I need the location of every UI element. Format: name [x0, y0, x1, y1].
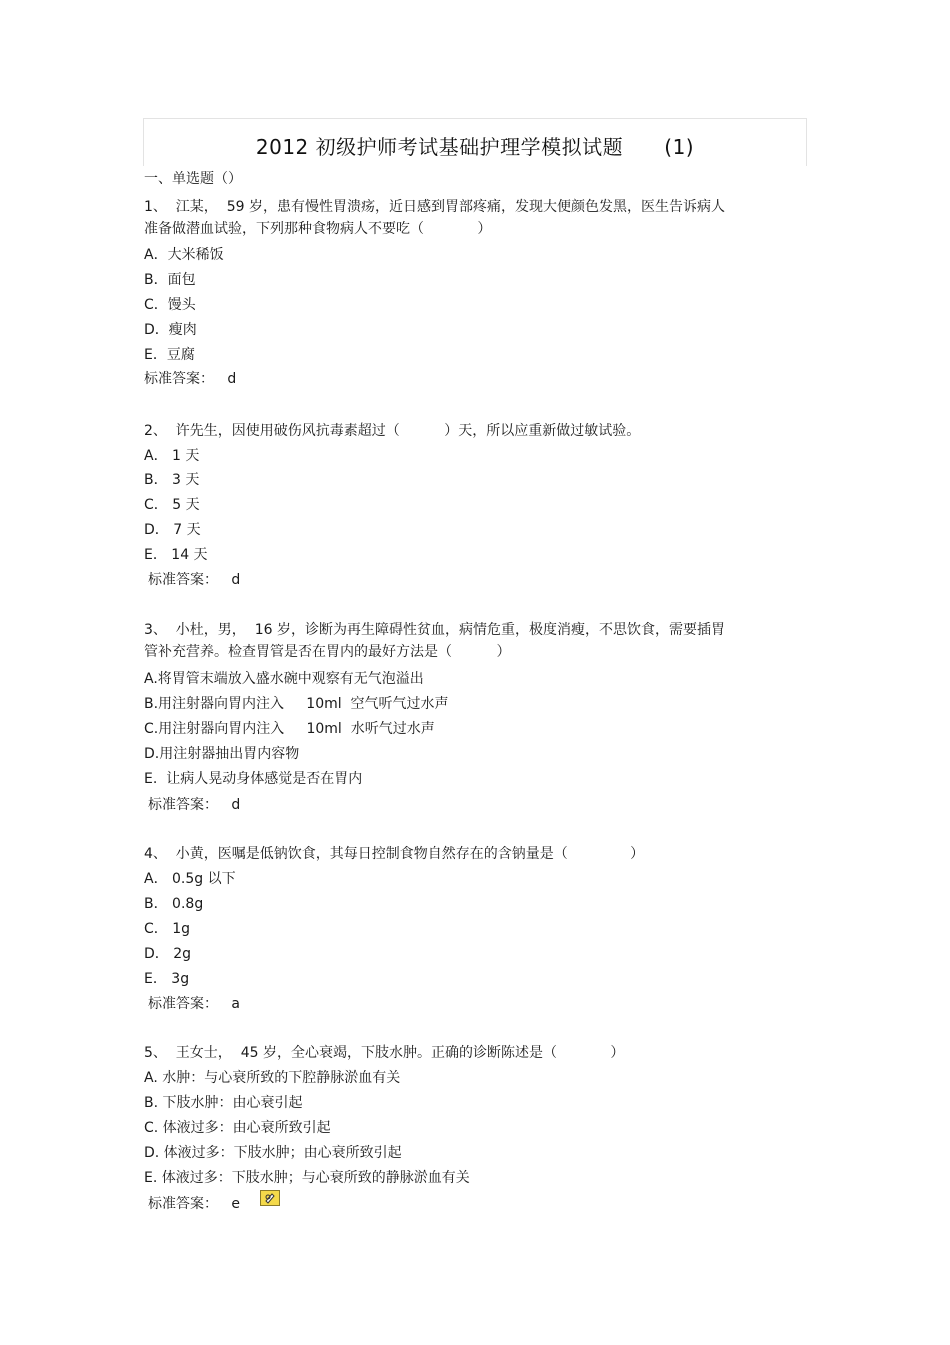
question-1-stem-line-1: 1、 江某， 59 岁，患有慢性胃溃疡，近日感到胃部疼痛，发现大便颜色发黑，医生告诉病人 [144, 199, 725, 215]
question-3-stem-line-1: 3、 小杜，男， 16 岁，诊断为再生障碍性贫血，病情危重，极度消瘦，不思饮食，需要插胃 [144, 622, 725, 638]
question-5-option-e: E. 体液过多：下肢水肿；与心衰所致的静脉淤血有关 [144, 1170, 470, 1186]
question-3-option-b: B.用注射器向胃内注入 10ml 空气听气过水声 [144, 696, 449, 712]
question-2-option-b: B． 3 天 [144, 472, 200, 488]
section-heading: 一、单选题（） [144, 171, 242, 187]
question-2-option-a: A． 1 天 [144, 448, 200, 464]
question-5-option-b: B. 下肢水肿：由心衰引起 [144, 1095, 303, 1111]
question-4-stem: 4、 小黄，医嘱是低钠饮食，其每日控制食物自然存在的含钠量是（ ） [144, 846, 645, 862]
question-1-option-a: A．大米稀饭 [144, 247, 224, 263]
question-5-option-c: C. 体液过多：由心衰所致引起 [144, 1120, 331, 1136]
question-2-option-e: E． 14 天 [144, 547, 208, 563]
question-1-option-e: E．豆腐 [144, 347, 195, 363]
question-1-option-d: D．瘦肉 [144, 322, 197, 338]
document-title: 2012 初级护师考试基础护理学模拟试题 (1) [255, 135, 695, 159]
question-3-option-e: E. 让病人晃动身体感觉是否在胃内 [144, 771, 363, 787]
question-5-stem: 5、 王女士， 45 岁，全心衰竭，下肢水肿。正确的诊断陈述是（ ） [144, 1045, 625, 1061]
question-1-option-b: B．面包 [144, 272, 196, 288]
question-3-option-a: A.将胃管末端放入盛水碗中观察有无气泡溢出 [144, 671, 424, 687]
question-5-option-d: D. 体液过多：下肢水肿；由心衰所致引起 [144, 1145, 402, 1161]
question-4-answer: 标准答案： a [148, 996, 240, 1012]
question-2-stem: 2、 许先生，因使用破伤风抗毒素超过（ ）天，所以应重新做过敏试验。 [144, 423, 641, 439]
question-4-option-c: C． 1g [144, 921, 191, 937]
question-1-answer: 标准答案： d [144, 371, 237, 387]
question-4-option-a: A． 0.5g 以下 [144, 871, 236, 887]
question-5-option-a: A. 水肿：与心衰所致的下腔静脉淤血有关 [144, 1070, 401, 1086]
title-box [143, 118, 807, 166]
question-1-option-c: C．馒头 [144, 297, 196, 313]
question-3-stem-line-2: 管补充营养。检查胃管是否在胃内的最好方法是（ ） [144, 644, 511, 660]
question-1-stem-line-2: 准备做潜血试验，下列那种食物病人不要吃（ ） [144, 221, 492, 237]
question-4-option-e: E． 3g [144, 971, 190, 987]
question-3-option-c: C.用注射器向胃内注入 10ml 水听气过水声 [144, 721, 435, 737]
question-4-option-b: B． 0.8g [144, 896, 204, 912]
question-5-answer: 标准答案： e [148, 1196, 240, 1212]
question-3-answer: 标准答案： d [148, 797, 241, 813]
question-2-option-c: C． 5 天 [144, 497, 200, 513]
question-3-option-d: D.用注射器抽出胃内容物 [144, 746, 300, 762]
question-4-option-d: D． 2g [144, 946, 192, 962]
note-annotation-icon[interactable] [260, 1190, 280, 1206]
question-2-option-d: D． 7 天 [144, 522, 201, 538]
question-2-answer: 标准答案： d [148, 572, 241, 588]
